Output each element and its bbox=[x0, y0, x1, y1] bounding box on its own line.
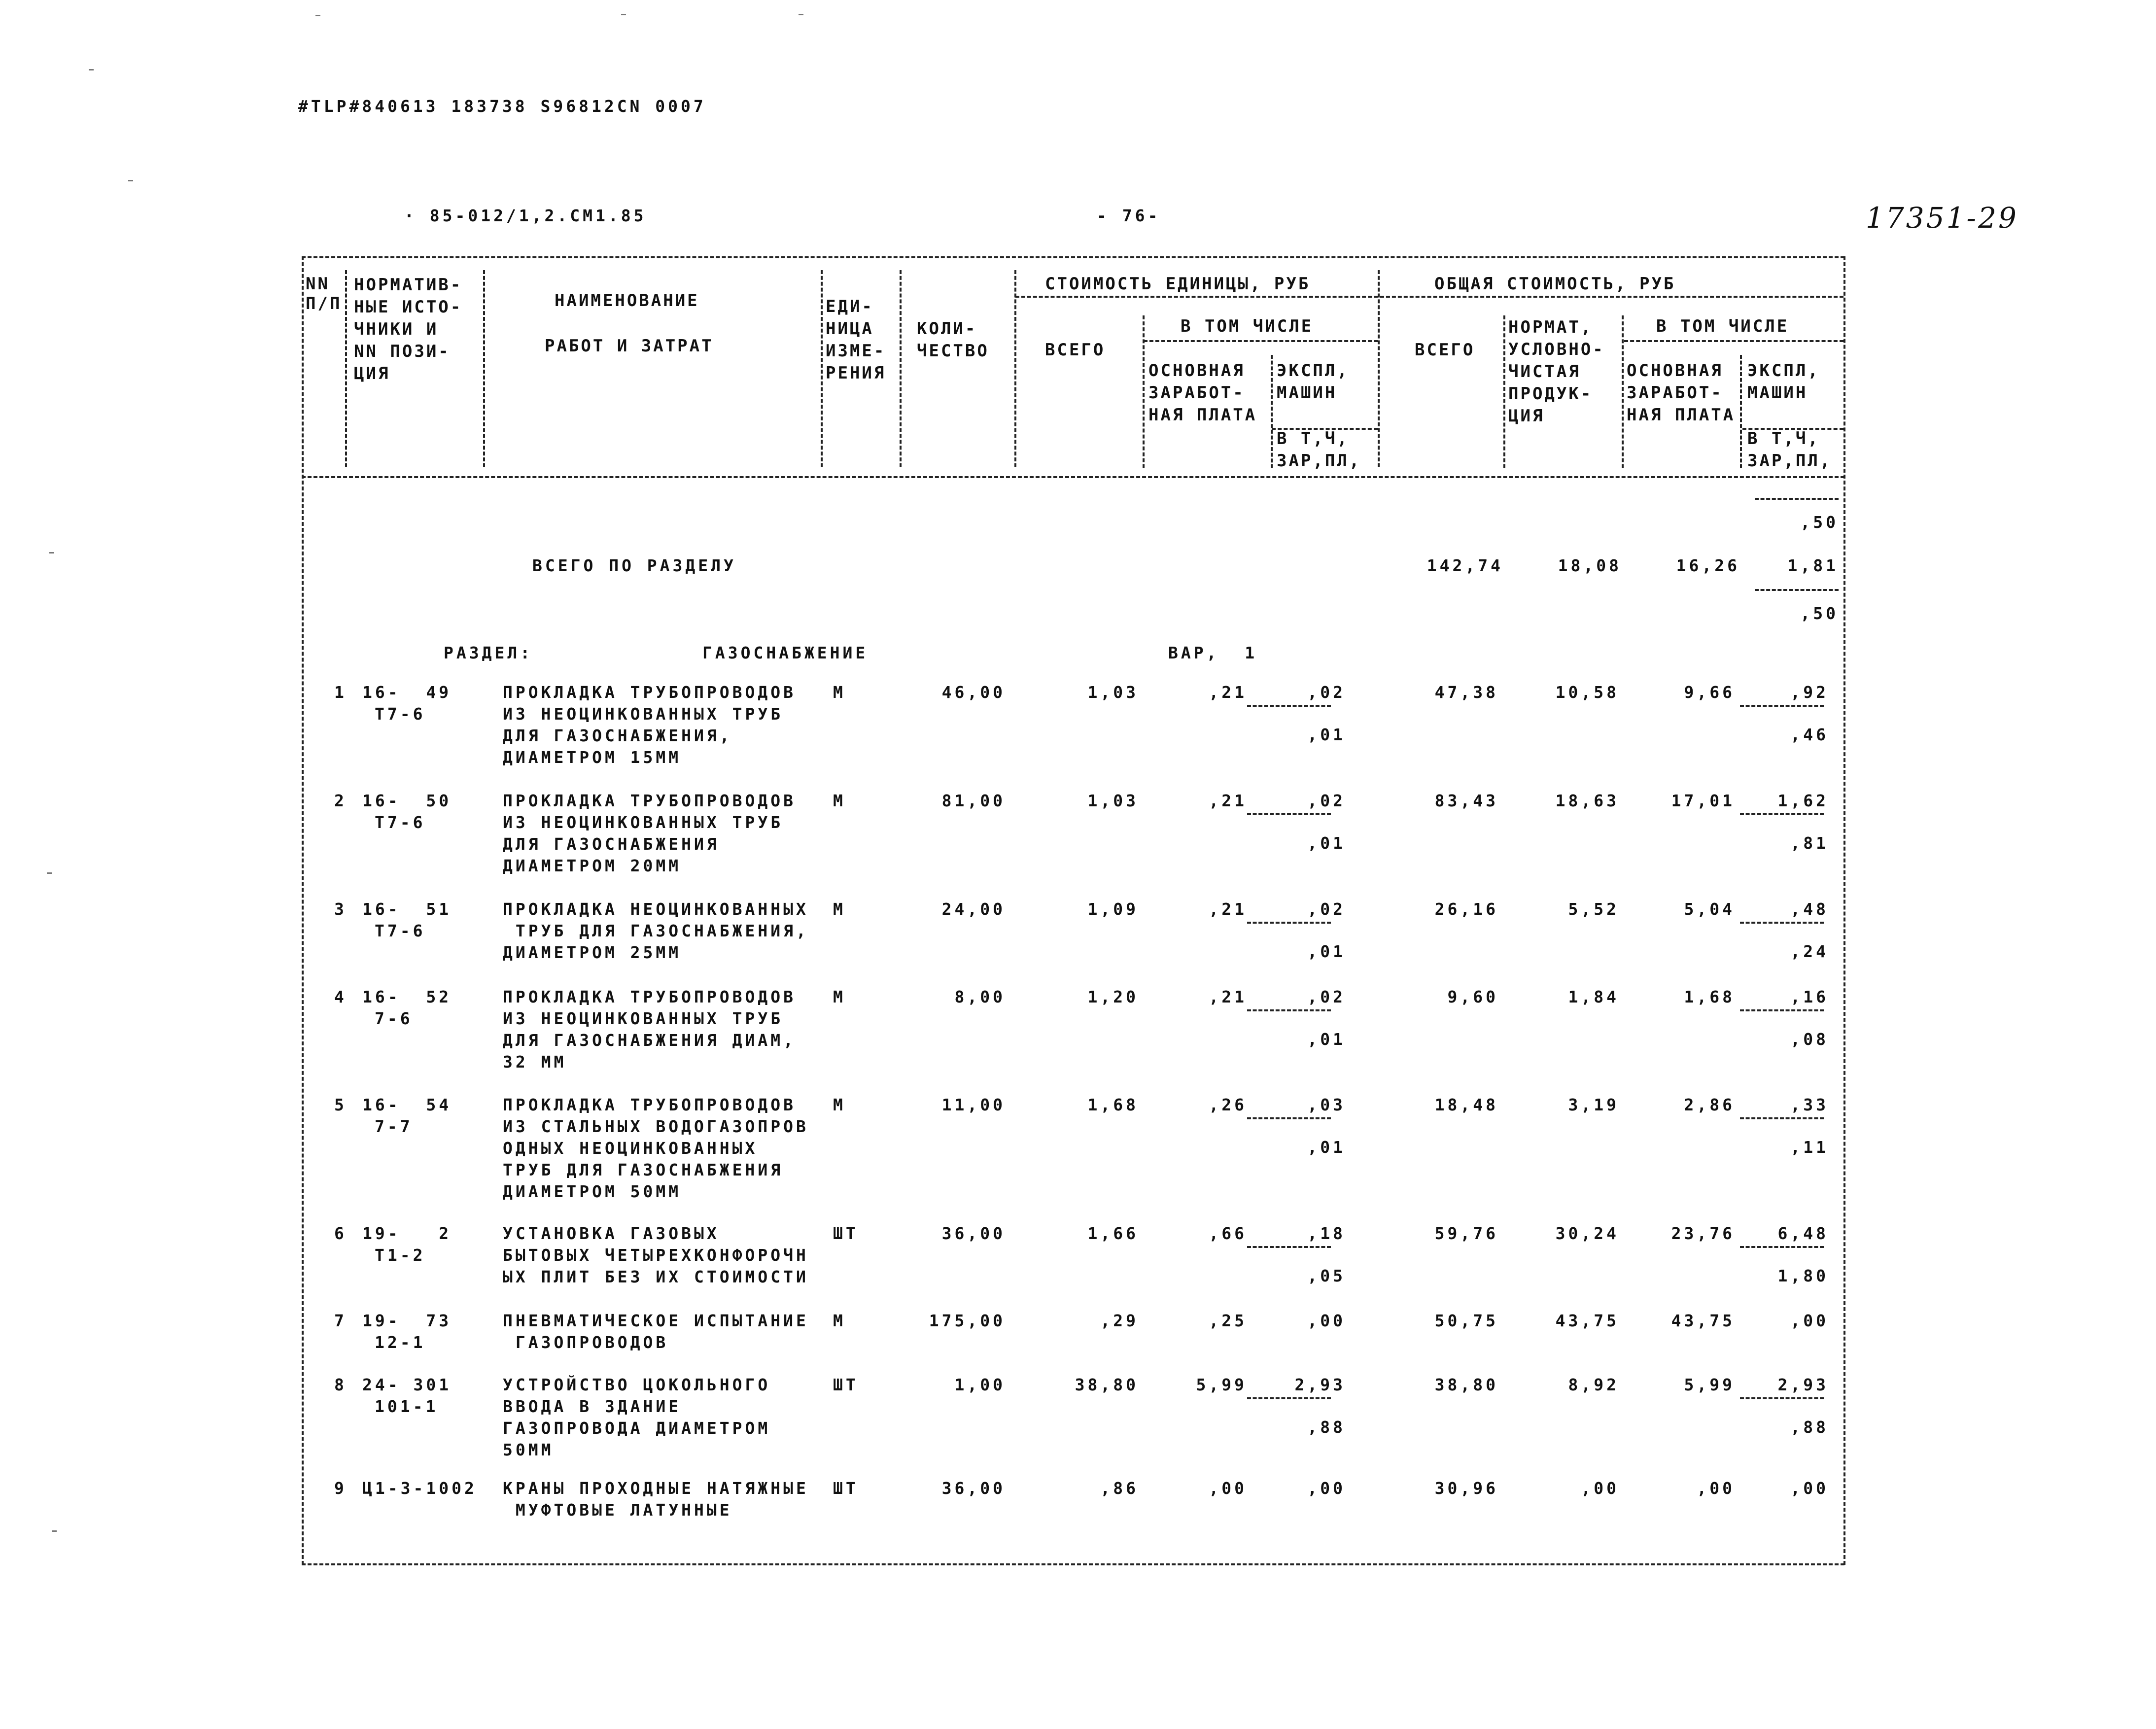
row-name-line: ДИАМЕТРОМ 15ММ bbox=[503, 748, 682, 767]
header-col-sep bbox=[1503, 315, 1505, 468]
row-eksp-zp: ,24 bbox=[1790, 942, 1829, 961]
row-norm: 10,58 bbox=[1555, 683, 1619, 702]
row-norm: 43,75 bbox=[1555, 1311, 1619, 1330]
row-osn: 1,68 bbox=[1684, 987, 1735, 1006]
sub-rule bbox=[1247, 1009, 1331, 1011]
header-norm-pr-line: ПРОДУК- bbox=[1508, 384, 1593, 404]
row-number: 9 bbox=[334, 1479, 347, 1498]
row-norm: 5,52 bbox=[1568, 899, 1619, 919]
row-code-2: 101-1 bbox=[375, 1397, 439, 1416]
sub-rule bbox=[1247, 705, 1331, 707]
header-qty-line: ЧЕСТВО bbox=[917, 341, 989, 361]
row-eksp-zp: ,81 bbox=[1790, 833, 1829, 853]
row-unit-eksp: ,00 bbox=[1307, 1479, 1346, 1498]
header-osn-line: ОСНОВНАЯ bbox=[1627, 361, 1723, 380]
row-osn: 2,86 bbox=[1684, 1095, 1735, 1114]
header-unit bbox=[826, 296, 886, 384]
header-nn-line: П/П bbox=[306, 294, 342, 313]
row-number: 1 bbox=[334, 683, 347, 702]
row-total: 47,38 bbox=[1434, 683, 1498, 702]
row-total: 38,80 bbox=[1434, 1375, 1498, 1394]
row-unit-eksp: ,18 bbox=[1307, 1224, 1346, 1243]
header-bottom-rule bbox=[302, 476, 1844, 478]
table-left-border bbox=[302, 256, 304, 1565]
row-unit-osn: ,21 bbox=[1209, 683, 1247, 702]
row-unit: М bbox=[833, 987, 846, 1006]
header-norm-line: НЫЕ ИСТО- bbox=[354, 297, 463, 317]
row-osn: 17,01 bbox=[1671, 791, 1735, 810]
row-code: 16- 49 bbox=[362, 683, 452, 702]
row-total: 26,16 bbox=[1434, 899, 1498, 919]
row-name-line: БЫТОВЫХ ЧЕТЫРЕХКОНФОРОЧН bbox=[503, 1245, 809, 1265]
row-eksp: 6,48 bbox=[1777, 1224, 1829, 1243]
header-nn-line: NN bbox=[306, 274, 330, 294]
header-col-sep bbox=[1014, 270, 1016, 467]
sub-rule bbox=[1740, 813, 1824, 815]
header-eksp-line: МАШИН bbox=[1277, 383, 1337, 403]
row-unit-total: ,29 bbox=[1100, 1311, 1139, 1330]
row-unit-total: ,86 bbox=[1100, 1479, 1139, 1498]
row-unit-eksp-zp: ,01 bbox=[1307, 1138, 1346, 1157]
row-osn: 9,66 bbox=[1684, 683, 1735, 702]
table-right-border bbox=[1843, 256, 1845, 1565]
sub-rule bbox=[1740, 1246, 1824, 1248]
row-unit-osn: ,26 bbox=[1209, 1095, 1247, 1114]
row-name-line: ДИАМЕТРОМ 25ММ bbox=[503, 943, 682, 962]
row-unit-total: 1,66 bbox=[1087, 1224, 1139, 1243]
row-eksp: ,33 bbox=[1790, 1095, 1829, 1114]
row-unit-total: 1,20 bbox=[1087, 987, 1139, 1006]
header-unit-incl: В ТОМ ЧИСЛЕ bbox=[1181, 316, 1314, 336]
row-name-line: МУФТОВЫЕ ЛАТУННЫЕ bbox=[503, 1500, 732, 1520]
row-osn: 23,76 bbox=[1671, 1224, 1735, 1243]
header-qty-line: КОЛИ- bbox=[917, 319, 977, 339]
row-code: Ц1-3-1002 bbox=[362, 1479, 477, 1498]
row-unit-eksp: ,00 bbox=[1307, 1311, 1346, 1330]
sub-rule bbox=[1247, 1246, 1331, 1248]
header-col-sep bbox=[900, 270, 902, 467]
header-nn bbox=[306, 274, 342, 313]
header-osn-line: ЗАРАБОТ- bbox=[1627, 383, 1723, 403]
row-name-line: ЫХ ПЛИТ БЕЗ ИХ СТОИМОСТИ bbox=[503, 1267, 809, 1286]
header-eksp-line: МАШИН bbox=[1747, 383, 1808, 403]
row-name-line: ИЗ НЕОЦИНКОВАННЫХ ТРУБ bbox=[503, 1009, 784, 1028]
header-unit-line: ИЗМЕ- bbox=[826, 341, 886, 361]
row-unit-osn: ,21 bbox=[1209, 987, 1247, 1006]
row-unit: М bbox=[833, 899, 846, 919]
row-unit-total: 1,03 bbox=[1087, 683, 1139, 702]
row-unit: М bbox=[833, 1095, 846, 1114]
row-eksp-zp: ,08 bbox=[1790, 1030, 1829, 1049]
sub-rule bbox=[1247, 1117, 1331, 1119]
row-unit-eksp: ,02 bbox=[1307, 987, 1346, 1006]
header-col-sep bbox=[1740, 355, 1742, 468]
row-qty: 81,00 bbox=[941, 791, 1006, 810]
header-norm-line: NN ПОЗИ- bbox=[354, 342, 451, 361]
handwritten-note: 17351-29 bbox=[1866, 201, 2018, 235]
row-norm: 1,84 bbox=[1568, 987, 1619, 1006]
row-name-line: ПНЕВМАТИЧЕСКОЕ ИСПЫТАНИЕ bbox=[503, 1311, 809, 1330]
header-unit-line: ЕДИ- bbox=[826, 297, 874, 316]
row-code-2: 12-1 bbox=[375, 1333, 426, 1352]
row-qty: 36,00 bbox=[941, 1224, 1006, 1243]
row-eksp-zp: 1,80 bbox=[1777, 1266, 1829, 1285]
row-norm: 3,19 bbox=[1568, 1095, 1619, 1114]
section-total-bottom-sub: ,50 bbox=[1800, 604, 1839, 623]
sub-rule bbox=[1247, 1397, 1331, 1399]
row-total: 59,76 bbox=[1434, 1224, 1498, 1243]
header-unit-line: НИЦА bbox=[826, 319, 874, 339]
header-norm-line: НОРМАТИВ- bbox=[354, 275, 463, 295]
row-name-line: ВВОДА В ЗДАНИЕ bbox=[503, 1397, 682, 1416]
section-total-eksp: 1,81 bbox=[1787, 556, 1839, 575]
row-number: 5 bbox=[334, 1095, 347, 1114]
row-code-2: Т7-6 bbox=[375, 704, 426, 724]
section-label: РАЗДЕЛ: bbox=[444, 643, 533, 662]
row-osn: ,00 bbox=[1697, 1479, 1735, 1498]
row-code-2: 7-7 bbox=[375, 1117, 413, 1136]
row-eksp: 2,93 bbox=[1777, 1375, 1829, 1394]
header-zp-line: В Т,Ч, bbox=[1747, 429, 1820, 449]
header-col-sep bbox=[345, 270, 347, 467]
row-norm: 18,63 bbox=[1555, 791, 1619, 810]
row-total: 18,48 bbox=[1434, 1095, 1498, 1114]
header-sub-rule bbox=[1144, 340, 1378, 342]
header-total-eksp bbox=[1747, 360, 1820, 404]
sub-rule bbox=[1247, 813, 1331, 815]
header-zp-line: В Т,Ч, bbox=[1277, 429, 1349, 449]
header-eksp-line: ЭКСПЛ, bbox=[1747, 361, 1820, 380]
section-total-label: ВСЕГО ПО РАЗДЕЛУ bbox=[532, 556, 736, 575]
row-code: 24- 301 bbox=[362, 1375, 452, 1394]
header-col-sep bbox=[1378, 270, 1380, 467]
row-code: 16- 50 bbox=[362, 791, 452, 810]
row-name-line: ДЛЯ ГАЗОСНАБЖЕНИЯ bbox=[503, 834, 720, 854]
header-total-cost-title: ОБЩАЯ СТОИМОСТЬ, РУБ bbox=[1434, 274, 1676, 294]
row-osn: 43,75 bbox=[1671, 1311, 1735, 1330]
row-total: 50,75 bbox=[1434, 1311, 1498, 1330]
row-name-line: КРАНЫ ПРОХОДНЫЕ НАТЯЖНЫЕ bbox=[503, 1479, 809, 1498]
row-eksp-zp: ,46 bbox=[1790, 725, 1829, 744]
header-sub-rule bbox=[1015, 296, 1378, 298]
row-unit-eksp-zp: ,05 bbox=[1307, 1266, 1346, 1285]
row-name-line: ДЛЯ ГАЗОСНАБЖЕНИЯ ДИАМ, bbox=[503, 1031, 796, 1050]
row-qty: 8,00 bbox=[954, 987, 1006, 1006]
row-unit-eksp-zp: ,01 bbox=[1307, 725, 1346, 744]
row-unit-osn: ,25 bbox=[1209, 1311, 1247, 1330]
row-code: 19- 73 bbox=[362, 1311, 452, 1330]
row-total: 30,96 bbox=[1434, 1479, 1498, 1498]
row-name-line: ИЗ НЕОЦИНКОВАННЫХ ТРУБ bbox=[503, 704, 784, 724]
section-variant: ВАР, 1 bbox=[1168, 643, 1258, 662]
row-eksp: ,00 bbox=[1790, 1311, 1829, 1330]
row-unit-eksp-zp: ,88 bbox=[1307, 1418, 1346, 1437]
row-unit-total: 1,03 bbox=[1087, 791, 1139, 810]
page-number: - 76- bbox=[1097, 206, 1161, 225]
document-reference: · 85-012/1,2.СМ1.85 bbox=[404, 206, 647, 225]
header-osn-line: ЗАРАБОТ- bbox=[1148, 383, 1245, 403]
header-unit-osn bbox=[1148, 360, 1257, 426]
row-name-line: ГАЗОПРОВОДА ДИАМЕТРОМ bbox=[503, 1418, 771, 1438]
row-unit-osn: 5,99 bbox=[1196, 1375, 1247, 1394]
header-norm-line: ЧНИКИ И bbox=[354, 319, 439, 339]
row-unit-eksp: ,02 bbox=[1307, 791, 1346, 810]
header-unit-total: ВСЕГО bbox=[1045, 340, 1106, 360]
header-norm-pr-line: УСЛОВНО- bbox=[1508, 340, 1605, 359]
row-unit-eksp-zp: ,01 bbox=[1307, 942, 1346, 961]
header-total-incl: В ТОМ ЧИСЛЕ bbox=[1656, 316, 1789, 336]
header-osn-line: ОСНОВНАЯ bbox=[1148, 361, 1245, 380]
row-unit-total: 1,09 bbox=[1087, 899, 1139, 919]
sub-rule bbox=[1740, 922, 1824, 924]
row-unit-total: 1,68 bbox=[1087, 1095, 1139, 1114]
header-col-sep bbox=[1271, 355, 1273, 468]
total-sub-rule bbox=[1755, 589, 1839, 591]
row-qty: 46,00 bbox=[941, 683, 1006, 702]
header-col-sep bbox=[1622, 315, 1624, 468]
header-unit-zp bbox=[1277, 428, 1361, 472]
row-number: 6 bbox=[334, 1224, 347, 1243]
row-qty: 24,00 bbox=[941, 899, 1006, 919]
header-norm-pr-line: НОРМАТ, bbox=[1508, 317, 1593, 337]
row-unit-eksp: ,02 bbox=[1307, 899, 1346, 919]
row-name-line: ИЗ СТАЛЬНЫХ ВОДОГАЗОПРОВ bbox=[503, 1117, 809, 1136]
row-name-line: ТРУБ ДЛЯ ГАЗОСНАБЖЕНИЯ, bbox=[503, 921, 809, 940]
header-norm-source bbox=[354, 274, 462, 385]
header-unit-eksp bbox=[1277, 360, 1349, 404]
row-eksp-zp: ,11 bbox=[1790, 1138, 1829, 1157]
row-name-line: ИЗ НЕОЦИНКОВАННЫХ ТРУБ bbox=[503, 813, 784, 832]
header-col-sep bbox=[821, 270, 823, 467]
row-number: 3 bbox=[334, 899, 347, 919]
header-total-norm bbox=[1508, 316, 1605, 427]
sub-rule bbox=[1740, 1397, 1824, 1399]
row-unit-eksp: ,02 bbox=[1307, 683, 1346, 702]
row-eksp: 1,62 bbox=[1777, 791, 1829, 810]
header-col-sep bbox=[483, 270, 485, 467]
row-code-2: Т7-6 bbox=[375, 813, 426, 832]
sub-rule bbox=[1247, 922, 1331, 924]
header-zp-line: ЗАР,ПЛ, bbox=[1277, 451, 1361, 471]
header-osn-line: НАЯ ПЛАТА bbox=[1627, 405, 1736, 425]
row-unit-eksp: ,03 bbox=[1307, 1095, 1346, 1114]
row-qty: 36,00 bbox=[941, 1479, 1006, 1498]
row-code: 16- 52 bbox=[362, 987, 452, 1006]
row-norm: ,00 bbox=[1581, 1479, 1619, 1498]
header-osn-line: НАЯ ПЛАТА bbox=[1148, 405, 1257, 425]
section-total-osn: 16,26 bbox=[1676, 556, 1740, 575]
header-eksp-line: ЭКСПЛ, bbox=[1277, 361, 1349, 380]
row-unit-eksp: 2,93 bbox=[1294, 1375, 1346, 1394]
header-col-sep bbox=[1143, 315, 1145, 468]
table-top-rule bbox=[302, 256, 1844, 258]
header-qty bbox=[917, 318, 989, 362]
row-name-line: ПРОКЛАДКА ТРУБОПРОВОДОВ bbox=[503, 683, 796, 702]
row-code-2: Т1-2 bbox=[375, 1245, 426, 1265]
sub-rule bbox=[1740, 1009, 1824, 1011]
sub-rule bbox=[1740, 705, 1824, 707]
row-name-line: ТРУБ ДЛЯ ГАЗОСНАБЖЕНИЯ bbox=[503, 1160, 784, 1179]
row-norm: 30,24 bbox=[1555, 1224, 1619, 1243]
section-total-top-sub: ,50 bbox=[1800, 513, 1839, 532]
row-eksp-zp: ,88 bbox=[1790, 1418, 1829, 1437]
header-name: НАИМЕНОВАНИЕ bbox=[555, 291, 699, 311]
row-eksp: ,48 bbox=[1790, 899, 1829, 919]
row-osn: 5,99 bbox=[1684, 1375, 1735, 1394]
header-total-zp bbox=[1747, 428, 1832, 472]
row-unit-osn: ,21 bbox=[1209, 899, 1247, 919]
row-name-line: УСТАНОВКА ГАЗОВЫХ bbox=[503, 1224, 720, 1243]
row-unit-osn: ,66 bbox=[1209, 1224, 1247, 1243]
row-code: 16- 54 bbox=[362, 1095, 452, 1114]
row-unit: ШТ bbox=[833, 1375, 859, 1394]
row-total: 9,60 bbox=[1447, 987, 1498, 1006]
row-unit: ШТ bbox=[833, 1479, 859, 1498]
row-name-line: ПРОКЛАДКА ТРУБОПРОВОДОВ bbox=[503, 1095, 796, 1114]
row-eksp: ,92 bbox=[1790, 683, 1829, 702]
row-osn: 5,04 bbox=[1684, 899, 1735, 919]
header-sub-rule bbox=[1624, 340, 1843, 342]
row-unit-eksp-zp: ,01 bbox=[1307, 833, 1346, 853]
row-unit: М bbox=[833, 791, 846, 810]
row-unit: М bbox=[833, 1311, 846, 1330]
row-unit-osn: ,21 bbox=[1209, 791, 1247, 810]
header-zp-line: ЗАР,ПЛ, bbox=[1747, 451, 1832, 471]
header-sub-rule bbox=[1380, 296, 1843, 298]
row-unit: М bbox=[833, 683, 846, 702]
row-qty: 11,00 bbox=[941, 1095, 1006, 1114]
row-name-line: ОДНЫХ НЕОЦИНКОВАННЫХ bbox=[503, 1139, 758, 1158]
row-unit-osn: ,00 bbox=[1209, 1479, 1247, 1498]
row-eksp: ,00 bbox=[1790, 1479, 1829, 1498]
row-name-line: ПРОКЛАДКА НЕОЦИНКОВАННЫХ bbox=[503, 899, 809, 919]
total-sub-rule bbox=[1755, 498, 1839, 500]
row-code-2: Т7-6 bbox=[375, 921, 426, 940]
header-total-osn bbox=[1627, 360, 1735, 426]
row-norm: 8,92 bbox=[1568, 1375, 1619, 1394]
row-number: 2 bbox=[334, 791, 347, 810]
section-total-total: 142,74 bbox=[1426, 556, 1503, 575]
row-name-line: ГАЗОПРОВОДОВ bbox=[503, 1333, 669, 1352]
header-norm-line: ЦИЯ bbox=[354, 364, 390, 383]
row-number: 4 bbox=[334, 987, 347, 1006]
row-number: 7 bbox=[334, 1311, 347, 1330]
section-total-norm: 18,08 bbox=[1558, 556, 1622, 575]
row-number: 8 bbox=[334, 1375, 347, 1394]
row-name-line: ДЛЯ ГАЗОСНАБЖЕНИЯ, bbox=[503, 726, 732, 745]
row-code: 19- 2 bbox=[362, 1224, 452, 1243]
header-total-total: ВСЕГО bbox=[1415, 340, 1475, 360]
row-unit-total: 38,80 bbox=[1075, 1375, 1139, 1394]
row-name-line: УСТРОЙСТВО ЦОКОЛЬНОГО bbox=[503, 1375, 771, 1394]
sub-rule bbox=[1740, 1117, 1824, 1119]
header-norm-pr-line: ЦИЯ bbox=[1508, 406, 1545, 426]
row-code: 16- 51 bbox=[362, 899, 452, 919]
row-qty: 175,00 bbox=[929, 1311, 1006, 1330]
table-bottom-rule bbox=[302, 1563, 1844, 1565]
row-unit-eksp-zp: ,01 bbox=[1307, 1030, 1346, 1049]
row-name-line: ПРОКЛАДКА ТРУБОПРОВОДОВ bbox=[503, 987, 796, 1006]
row-qty: 1,00 bbox=[954, 1375, 1006, 1394]
row-name-line: 32 ММ bbox=[503, 1052, 567, 1072]
document-header-code: #TLP#840613 183738 S96812CN 0007 bbox=[298, 97, 706, 116]
row-unit: ШТ bbox=[833, 1224, 859, 1243]
header-name-2: РАБОТ И ЗАТРАТ bbox=[545, 336, 714, 356]
row-name-line: ДИАМЕТРОМ 50ММ bbox=[503, 1182, 682, 1201]
row-code-2: 7-6 bbox=[375, 1009, 413, 1028]
row-total: 83,43 bbox=[1434, 791, 1498, 810]
header-unit-cost-title: СТОИМОСТЬ ЕДИНИЦЫ, РУБ bbox=[1045, 274, 1311, 294]
header-unit-line: РЕНИЯ bbox=[826, 363, 886, 383]
section-name: ГАЗОСНАБЖЕНИЕ bbox=[702, 643, 869, 662]
header-norm-pr-line: ЧИСТАЯ bbox=[1508, 362, 1581, 381]
row-name-line: ДИАМЕТРОМ 20ММ bbox=[503, 856, 682, 875]
row-name-line: 50ММ bbox=[503, 1440, 554, 1459]
row-name-line: ПРОКЛАДКА ТРУБОПРОВОДОВ bbox=[503, 791, 796, 810]
row-eksp: ,16 bbox=[1790, 987, 1829, 1006]
